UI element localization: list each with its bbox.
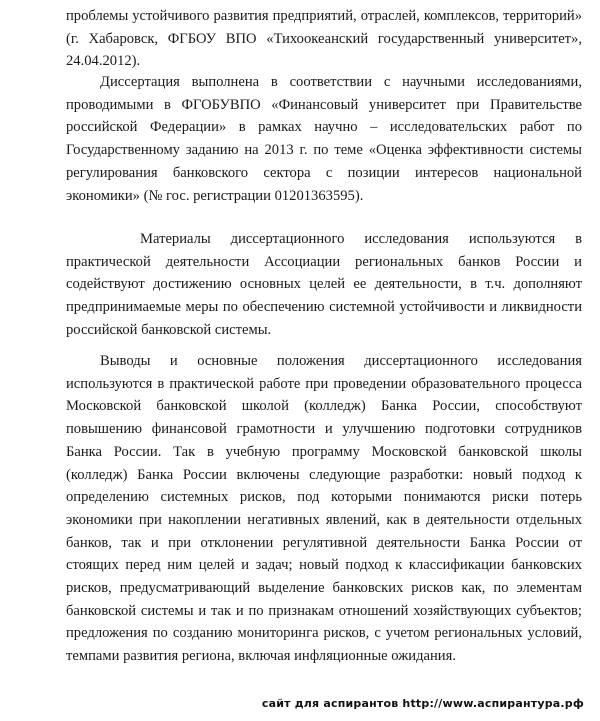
site-watermark-footer: сайт для аспирантов http://www.аспирантура.рф <box>261 697 584 710</box>
paragraph-practical-use-bank-school: Выводы и основные положения диссертационного исследования используются в практической работе при проведении образовательного процесса Московской банковской школой (колледж) Банка России, способствуют повышению финансовой грамотности и улучшению подготовки сотрудников Банка России. Так в учебную программу Московской банковской школы (колледж) Банка России включены следующие разработки: новый подход к определению системных рисков, под которыми понимаются риски потерь экономики при накоплении негативных явлений, как в деятельности отдельных банков, так и при отклонении регулятивной деятельности Банка России от стоящих перед ним целей и задач; новый подход к классификации банковских рисков, предусматривающий выделение банковских рисков как, по элементам банковской системы и так и по признакам отношений хозяйствующих субъектов; предложения по созданию мониторинга рисков, с учетом региональных условий, темпами развития региона, включая инфляционные ожидания. <box>66 353 582 665</box>
paragraph-research-basis: Диссертация выполнена в соответствии с научными исследованиями, проводимыми в ФГОБУВПО «Финансовый университет при Правительстве российской Федерации» в рамках научно – исследовательских работ по Государственному заданию на 2013 г. по теме «Оценка эффективности системы регулирования банковского сектора с позиции интересов национальной экономики» (№ гос. регистрации 01201363595). <box>66 74 582 204</box>
paragraph-practical-use-association: Материалы диссертационного исследования используются в практической деятельности Ассоциации региональных банков России и содействуют достижению основных целей ее деятельности, в т.ч. дополняют предпринимаемые меры по обеспечению системной устойчивости и ликвидности российской банковской системы. <box>66 231 582 338</box>
paragraph-conference-reference: проблемы устойчивого развития предприятий, отраслей, комплексов, территорий» (г. Хабаровск, ФГБОУ ВПО «Тихоокеанский государственный университет», 24.04.2012). <box>66 8 582 70</box>
